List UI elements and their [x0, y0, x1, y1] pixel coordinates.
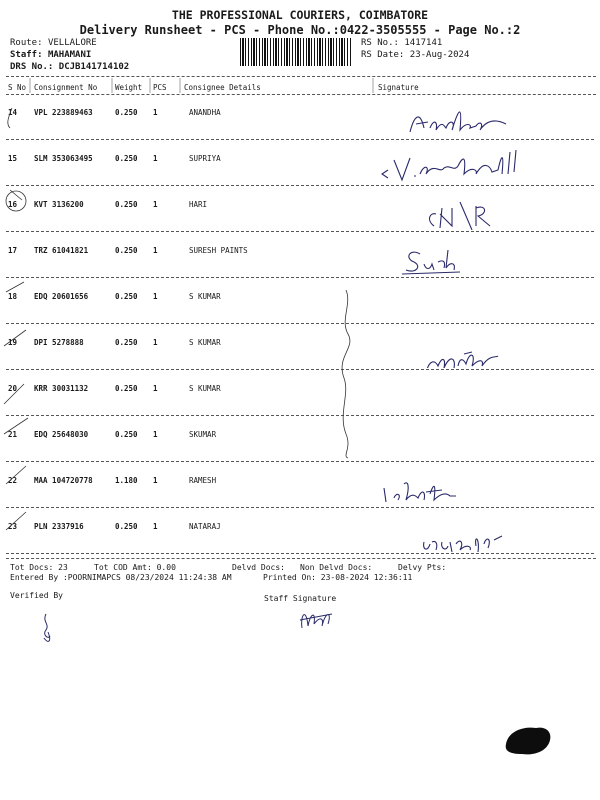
row-consignee: SKUMAR	[189, 430, 217, 439]
drs-value: DCJB141714102	[58, 62, 130, 72]
row-weight: 0.250	[115, 384, 138, 393]
row-pcs: 1	[153, 200, 158, 209]
row-consignment-no: PLN 2337916	[34, 522, 84, 531]
row-sno: 17	[8, 246, 18, 255]
row-weight: 0.250	[115, 292, 138, 301]
row-sno: 16	[8, 200, 18, 209]
staff-signature-label: Staff Signature	[264, 594, 337, 603]
header-dividers	[0, 76, 600, 94]
col-weight: Weight	[115, 83, 143, 92]
staff-label: Staff:	[10, 50, 43, 60]
row-sno: 19	[8, 338, 18, 347]
route-value: VELLALORE	[47, 38, 97, 48]
rs-date-label: RS Date:	[361, 50, 405, 60]
col-consignment: Consignment No	[34, 83, 98, 92]
col-pcs: PCS	[153, 83, 167, 92]
verifier-signature	[36, 612, 60, 646]
row-consignment-no: MAA 104720778	[34, 476, 93, 485]
non-delvd-docs: Non Delvd Docs:	[300, 563, 373, 572]
pen-marks	[0, 94, 600, 564]
col-signature: Signature	[378, 83, 419, 92]
drs-label: DRS No.:	[10, 62, 54, 72]
barcode	[240, 38, 352, 66]
rs-no-label: RS No.:	[361, 38, 399, 48]
rs-date-value: 23-Aug-2024	[409, 50, 470, 60]
row-pcs: 1	[153, 292, 158, 301]
row-pcs: 1	[153, 338, 158, 347]
footer-top-rule	[6, 558, 596, 559]
row-consignment-no: KVT 3136200	[34, 200, 84, 209]
row-weight: 1.180	[115, 476, 138, 485]
row-weight: 0.250	[115, 246, 138, 255]
tot-docs: Tot Docs: 23	[10, 563, 68, 572]
ink-blot	[502, 722, 554, 758]
row-weight: 0.250	[115, 200, 138, 209]
row-consignment-no: TRZ 61041821	[34, 246, 89, 255]
row-consignment-no: EDQ 20601656	[34, 292, 89, 301]
row-pcs: 1	[153, 108, 158, 117]
row-pcs: 1	[153, 154, 158, 163]
row-consignment-no: DPI 5278888	[34, 338, 84, 347]
row-consignee: SUPRIYA	[189, 154, 221, 163]
tot-cod-amt: Tot COD Amt: 0.00	[94, 563, 176, 572]
row-consignment-no: KRR 30031132	[34, 384, 89, 393]
route-line	[10, 38, 97, 48]
row-consignee: S KUMAR	[189, 384, 221, 393]
verified-by: Verified By	[10, 591, 63, 600]
row-weight: 0.250	[115, 108, 138, 117]
row-sno: 21	[8, 430, 18, 439]
rs-no-value: 1417141	[404, 38, 443, 48]
row-sno: 18	[8, 292, 18, 301]
row-weight: 0.250	[115, 338, 138, 347]
row-consignee: SURESH PAINTS	[189, 246, 248, 255]
row-pcs: 1	[153, 246, 158, 255]
row-sno: 14	[8, 108, 18, 117]
row-consignment-no: EDQ 25648030	[34, 430, 89, 439]
staff-signature	[296, 600, 336, 632]
staff-line	[10, 50, 91, 60]
row-consignee: NATARAJ	[189, 522, 221, 531]
rs-date-line	[361, 50, 469, 60]
runsheet-subtitle: Delivery Runsheet - PCS - Phone No.:0422-3505555 - Page No.:2	[79, 23, 521, 37]
row-sno: 20	[8, 384, 18, 393]
row-sno: 23	[8, 522, 18, 531]
row-consignee: ANANDHA	[189, 108, 221, 117]
row-weight: 0.250	[115, 522, 138, 531]
col-sno: S No	[8, 83, 27, 92]
row-consignee: RAMESH	[189, 476, 217, 485]
entered-by: Entered By :POORNIMAPCS 08/23/2024 11:24:38 AM	[10, 573, 232, 582]
row-weight: 0.250	[115, 430, 138, 439]
row-pcs: 1	[153, 384, 158, 393]
row-sno: 22	[8, 476, 18, 485]
row-consignee: S KUMAR	[189, 338, 221, 347]
delvd-docs: Delvd Docs:	[232, 563, 285, 572]
row-sno: 15	[8, 154, 18, 163]
row-weight: 0.250	[115, 154, 138, 163]
row-consignment-no: SLM 353063495	[34, 154, 93, 163]
company-title: THE PROFESSIONAL COURIERS, COIMBATORE	[171, 8, 429, 22]
row-pcs: 1	[153, 476, 158, 485]
route-label: Route:	[10, 38, 43, 48]
rs-no-line	[361, 38, 442, 48]
row-consignee: S KUMAR	[189, 292, 221, 301]
drs-line	[10, 62, 129, 72]
row-pcs: 1	[153, 522, 158, 531]
printed-on: Printed On: 23-08-2024 12:36:11	[263, 573, 413, 582]
row-consignment-no: VPL 223889463	[34, 108, 93, 117]
delvy-pts: Delvy Pts:	[398, 563, 447, 572]
row-consignee: HARI	[189, 200, 208, 209]
col-consignee-details: Consignee Details	[184, 83, 261, 92]
row-pcs: 1	[153, 430, 158, 439]
staff-value: MAHAMANI	[47, 50, 92, 60]
